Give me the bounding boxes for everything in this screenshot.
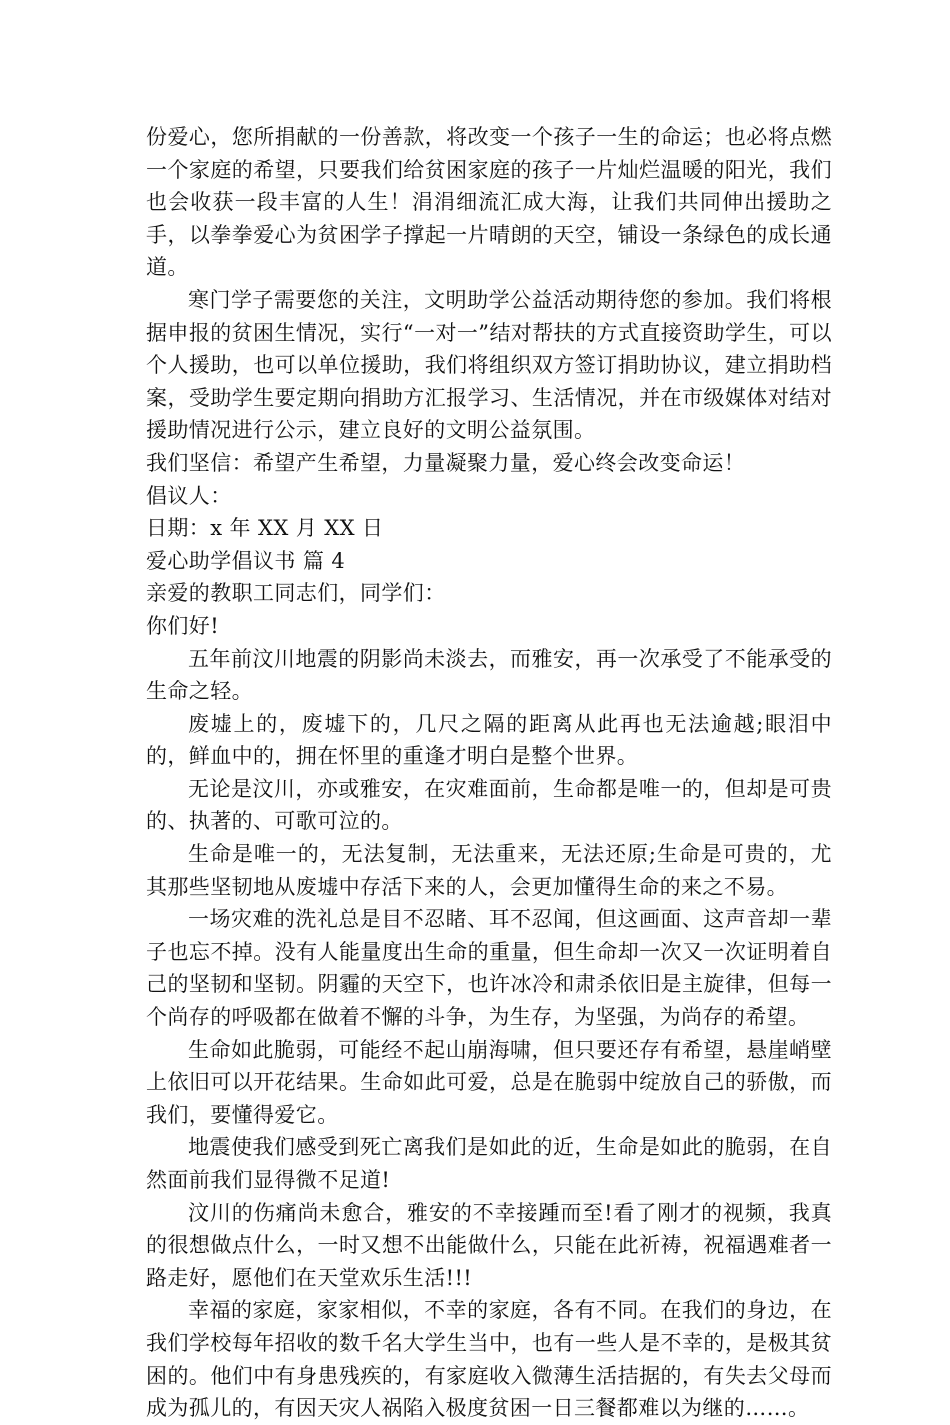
paragraph-belief: 我们坚信：希望产生希望，力量凝聚力量，爱心终会改变命运！ xyxy=(146,450,746,475)
date-line: 日期：x 年 XX 月 XX 日 xyxy=(146,516,384,541)
paragraph-body: 生命如此脆弱，可能经不起山崩海啸，但只要还存有希望，悬崖峭壁上依旧可以开花结果。生命如此可爱，总是在脆弱中绽放自己的骄傲，而我们，要懂得爱它。 xyxy=(146,1037,832,1127)
paragraph-body: 五年前汶川地震的阴影尚未淡去，而雅安，再一次承受了不能承受的生命之轻。 xyxy=(146,646,832,704)
section-title: 爱心助学倡议书 篇 4 xyxy=(146,548,346,573)
paragraph-body: 生命是唯一的，无法复制，无法重来，无法还原;生命是可贵的，尤其那些坚韧地从废墟中存活下来的人，会更加懂得生命的来之不易。 xyxy=(146,842,832,899)
paragraph-body: 废墟上的，废墟下的，几尺之隔的距离从此再也无法逾越;眼泪中的，鲜血中的，拥在怀里的重逢才明白是整个世界。 xyxy=(146,711,832,769)
signature-line: 倡议人： xyxy=(146,483,232,508)
paragraph-continuation: 份爱心，您所捐献的一份善款，将改变一个孩子一生的命运；也必将点燃一个家庭的希望，只要我们给贫困家庭的孩子一片灿烂温暖的阳光，我们也会收获一段丰富的人生！涓涓细流汇成大海，让我们共同伸出援助之手，以拳拳爱心为贫困学子撑起一片晴朗的天空，铺设一条绿色的成长通道。 xyxy=(146,125,832,280)
paragraph-body: 汶川的伤痛尚未愈合，雅安的不幸接踵而至!看了刚才的视频，我真的很想做点什么，一时又想不出能做什么，只能在此祈祷，祝福遇难者一路走好，愿他们在天堂欢乐生活!!! xyxy=(146,1200,832,1290)
paragraph-body: 幸福的家庭，家家相似，不幸的家庭，各有不同。在我们的身边，在我们学校每年招收的数千名大学生当中，也有一些人是不幸的，是极其贫困的。他们中有身患残疾的，有家庭收入微薄生活拮据的，有失去父母而成为孤儿的，有因天灾人祸陷入极度贫困一日三餐都难以为继的……。 xyxy=(146,1298,832,1421)
paragraph-body: 无论是汶川，亦或雅安，在灾难面前，生命都是唯一的，但却是可贵的、执著的、可歌可泣的。 xyxy=(146,776,832,834)
paragraph-body: 寒门学子需要您的关注，文明助学公益活动期待您的参加。我们将根据申报的贫困生情况，实行“一对一”结对帮扶的方式直接资助学生，可以个人援助，也可以单位援助，我们将组织双方签订捐助协议，建立捐助档案，受助学生要定期向捐助方汇报学习、生活情况，并在市级媒体对结对援助情况进行公示，建立良好的文明公益氛围。 xyxy=(146,287,832,443)
paragraph-body: 一场灾难的洗礼总是目不忍睹、耳不忍闻，但这画面、这声音却一辈子也忘不掉。没有人能量度出生命的重量，但生命却一次又一次证明着自己的坚韧和坚韧。阴霾的天空下，也许冰冷和肃杀依旧是主旋律，但每一个尚存的呼吸都在做着不懈的斗争，为生存，为坚强，为尚存的希望。 xyxy=(146,907,832,1030)
salutation: 亲爱的教职工同志们，同学们： xyxy=(146,581,446,606)
document-body xyxy=(146,121,832,1425)
paragraph-body: 地震使我们感受到死亡离我们是如此的近，生命是如此的脆弱，在自然面前我们显得微不足道! xyxy=(146,1135,832,1192)
greeting: 你们好! xyxy=(146,613,220,638)
